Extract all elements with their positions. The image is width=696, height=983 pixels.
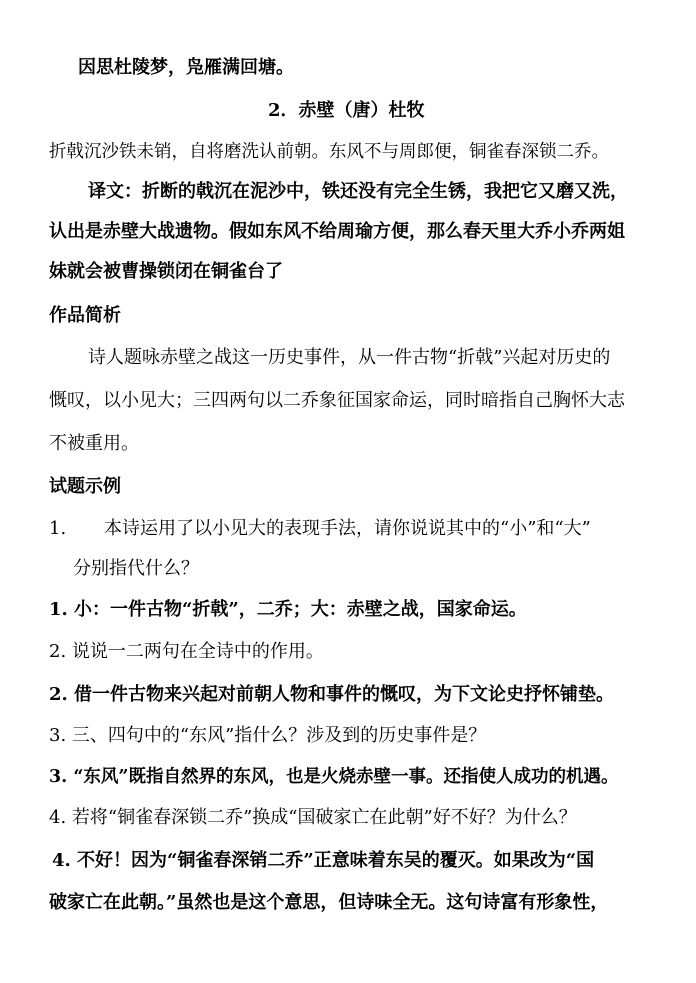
analysis-line-3: 不被重用。 (49, 433, 139, 454)
analysis-heading: 作品简析 (49, 305, 121, 326)
question-1-number: 1. (49, 518, 67, 539)
answer-2: 2. 借一件古物来兴起对前朝人物和事件的慨叹，为下文论史抒怀铺垫。 (49, 684, 615, 705)
question-1-line-1: 本诗运用了以小见大的表现手法，请你说说其中的“小”和“大” (104, 518, 591, 539)
answer-3: 3. “东风”既指自然界的东风，也是火烧赤壁一事。还指使人成功的机遇。 (49, 767, 619, 787)
answer-1: 1. 小：一件古物“折戟”，二乔；大：赤壁之战，国家命运。 (49, 599, 527, 620)
examples-heading: 试题示例 (49, 476, 121, 497)
answer-4-line-2: 破家亡在此朝。”虽然也是这个意思，但诗味全无。这句诗富有形象性， (49, 892, 609, 913)
poem-title: 2．赤壁（唐）杜牧 (268, 100, 425, 121)
answer-4-line-1: 4. 不好！因为“铜雀春深销二乔”正意味着东吴的覆灭。如果改为“国 (52, 850, 595, 871)
question-1-line-2: 分别指代什么？ (73, 558, 199, 579)
question-4: 4. 若将“铜雀春深锁二乔”换成“国破家亡在此朝”好不好？为什么？ (49, 807, 577, 828)
question-2: 2. 说说一二两句在全诗中的作用。 (49, 641, 324, 662)
translation-line-3: 妹就会被曹操锁闭在铜雀台了 (49, 261, 283, 282)
prev-poem-last-line: 因思杜陵梦，凫雁满回塘。 (78, 57, 294, 78)
analysis-line-2: 慨叹，以小见大；三四两句以二乔象征国家命运，同时暗指自己胸怀大志 (49, 390, 625, 411)
analysis-line-1: 诗人题咏赤壁之战这一历史事件，从一件古物“折戟”兴起对历史的 (88, 347, 611, 368)
question-3: 3. 三、四句中的“东风”指什么？涉及到的历史事件是？ (49, 725, 487, 746)
translation-line-2: 认出是赤壁大战遗物。假如东风不给周瑜方便，那么春天里大乔小乔两姐 (49, 221, 625, 242)
translation-line-1: 译文：折断的戟沉在泥沙中，铁还没有完全生锈，我把它又磨又洗， (88, 181, 628, 202)
poem-text: 折戟沉沙铁未销，自将磨洗认前朝。东风不与周郎便，铜雀春深锁二乔。 (49, 142, 609, 162)
